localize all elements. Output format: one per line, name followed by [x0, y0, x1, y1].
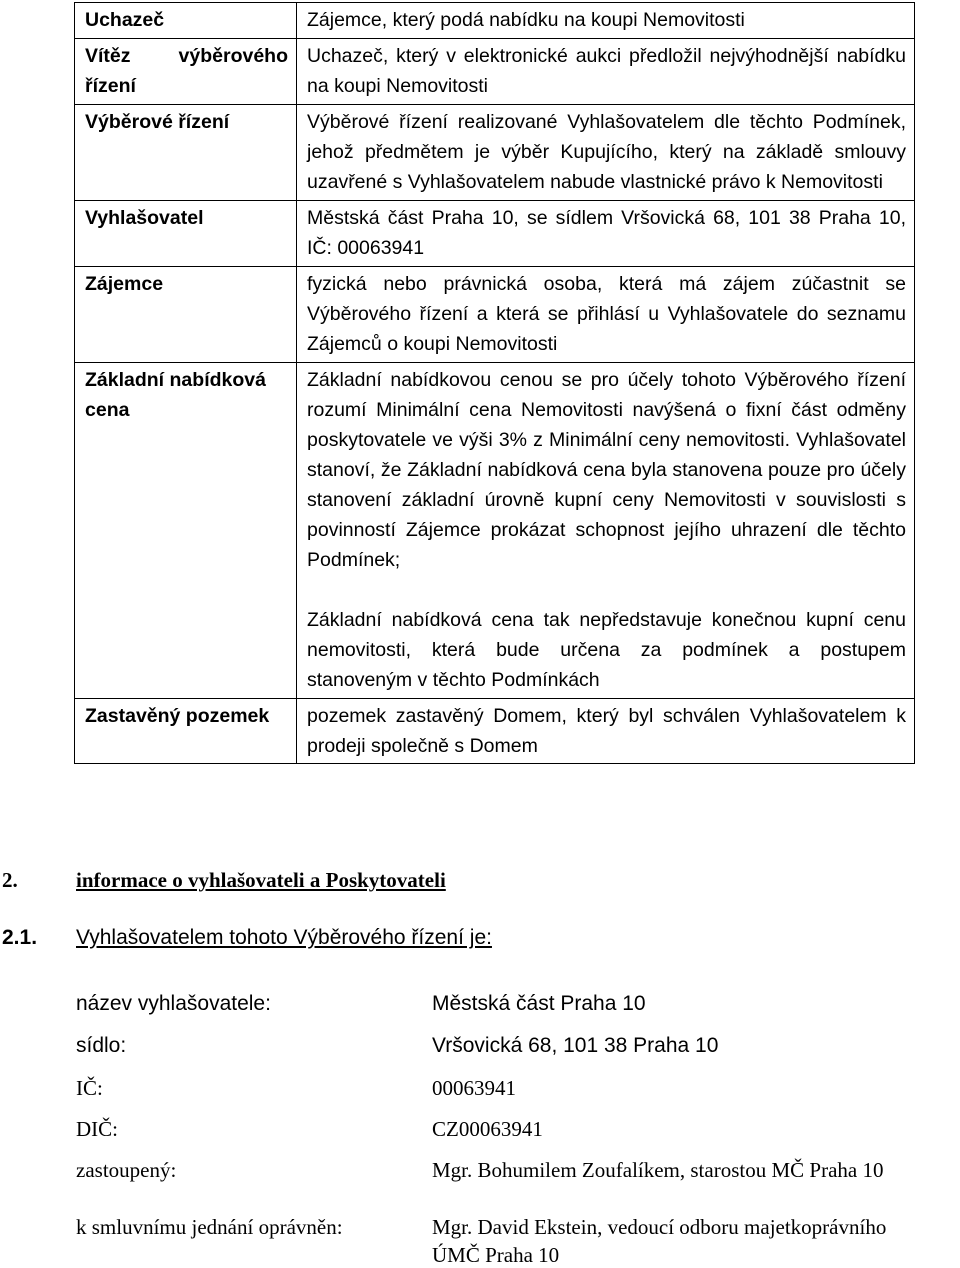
info-label: k smluvnímu jednání oprávněn:	[76, 1215, 343, 1239]
term-uchazec: Uchazeč	[75, 3, 297, 39]
paragraph-gap	[307, 575, 906, 605]
definition-row	[75, 201, 915, 267]
definition-row	[75, 105, 915, 201]
definition-row	[75, 267, 915, 363]
definition-zastaveny-pozemek	[297, 699, 915, 764]
definition-text: Zájemce, který podá nabídku na koupi Nemovitosti	[307, 9, 745, 31]
definition-zakladni-nabidkova-cena	[297, 363, 915, 699]
section-title: informace o vyhlašovateli a Poskytovateli	[76, 868, 446, 892]
definition-uchazec	[297, 3, 915, 39]
info-value: Městská část Praha 10	[432, 992, 646, 1015]
section-number: 2.1.	[2, 926, 38, 949]
section-title: Vyhlašovatelem tohoto Výběrového řízení je:	[76, 926, 492, 949]
info-label: IČ:	[76, 1076, 103, 1100]
info-value: CZ00063941	[432, 1117, 543, 1141]
section-number: 2.	[2, 868, 18, 892]
info-value: Mgr. Bohumilem Zoufalíkem, starostou MČ Praha 10	[432, 1158, 884, 1182]
info-label: zastoupený:	[76, 1158, 177, 1182]
definition-row	[75, 699, 915, 764]
definition-text: Výběrové řízení realizované Vyhlašovatelem dle těchto Podmínek, jehož předmětem je výběr Kupujícího, který na základě smlouvy uzavřené s Vyhlašovatelem nabude vlastnické právo k Nemovitosti	[307, 111, 906, 193]
definition-zajemce	[297, 267, 915, 363]
info-value: Vršovická 68, 101 38 Praha 10	[432, 1034, 719, 1057]
term-zakladni-nabidkova-cena: Základní nabídková cena	[75, 363, 297, 699]
term-vitez	[75, 39, 297, 105]
definition-row	[75, 363, 915, 699]
definition-vitez	[297, 39, 915, 105]
term-text: Vítěz výběrového řízení	[85, 45, 288, 97]
definition-text: pozemek zastavěný Domem, který byl schválen Vyhlašovatelem k prodeji společně s Domem	[307, 705, 906, 757]
definition-row	[75, 39, 915, 105]
definitions-table	[74, 2, 915, 764]
definition-text: Základní nabídkovou cenou se pro účely tohoto Výběrového řízení rozumí Minimální cena Nemovitosti navýšená o fixní část odměny poskytovatele ve výši 3% z Minimální ceny nemovitosti. Vyhlašovatel stanoví, že Základní nabídková cena byla stanovena pouze pro účely stanovení základní úrovně kupní ceny Nemovitosti v souvislosti s povinností Zájemce prokázat schopnost jejího uhrazení dle těchto Podmínek;	[307, 369, 906, 571]
info-value: Mgr. David Ekstein, vedoucí odboru majetkoprávního	[432, 1215, 887, 1239]
term-zajemce: Zájemce	[75, 267, 297, 363]
term-vyhlasovatel: Vyhlašovatel	[75, 201, 297, 267]
definition-text: Uchazeč, který v elektronické aukci předložil nejvýhodnější nabídku na koupi Nemovitosti	[307, 45, 906, 97]
info-value: ÚMČ Praha 10	[432, 1243, 560, 1267]
term-zastaveny-pozemek: Zastavěný pozemek	[75, 699, 297, 764]
definition-text: Městská část Praha 10, se sídlem Vršovická 68, 101 38 Praha 10, IČ: 00063941	[307, 207, 906, 259]
definition-text: fyzická nebo právnická osoba, která má zájem zúčastnit se Výběrového řízení a která se přihlásí u Vyhlašovatele do seznamu Zájemců o koupi Nemovitosti	[307, 273, 906, 355]
definition-row	[75, 3, 915, 39]
term-vyberove-rizeni: Výběrové řízení	[75, 105, 297, 201]
info-label: název vyhlašovatele:	[76, 992, 271, 1015]
info-value: 00063941	[432, 1076, 516, 1100]
info-label: sídlo:	[76, 1034, 127, 1057]
definition-text: Základní nabídková cena tak nepředstavuje konečnou kupní cenu nemovitosti, která bude určena za podmínek a postupem stanoveným v těchto Podmínkách	[307, 609, 906, 691]
definition-vyberove-rizeni	[297, 105, 915, 201]
definition-vyhlasovatel	[297, 201, 915, 267]
info-label: DIČ:	[76, 1117, 118, 1141]
